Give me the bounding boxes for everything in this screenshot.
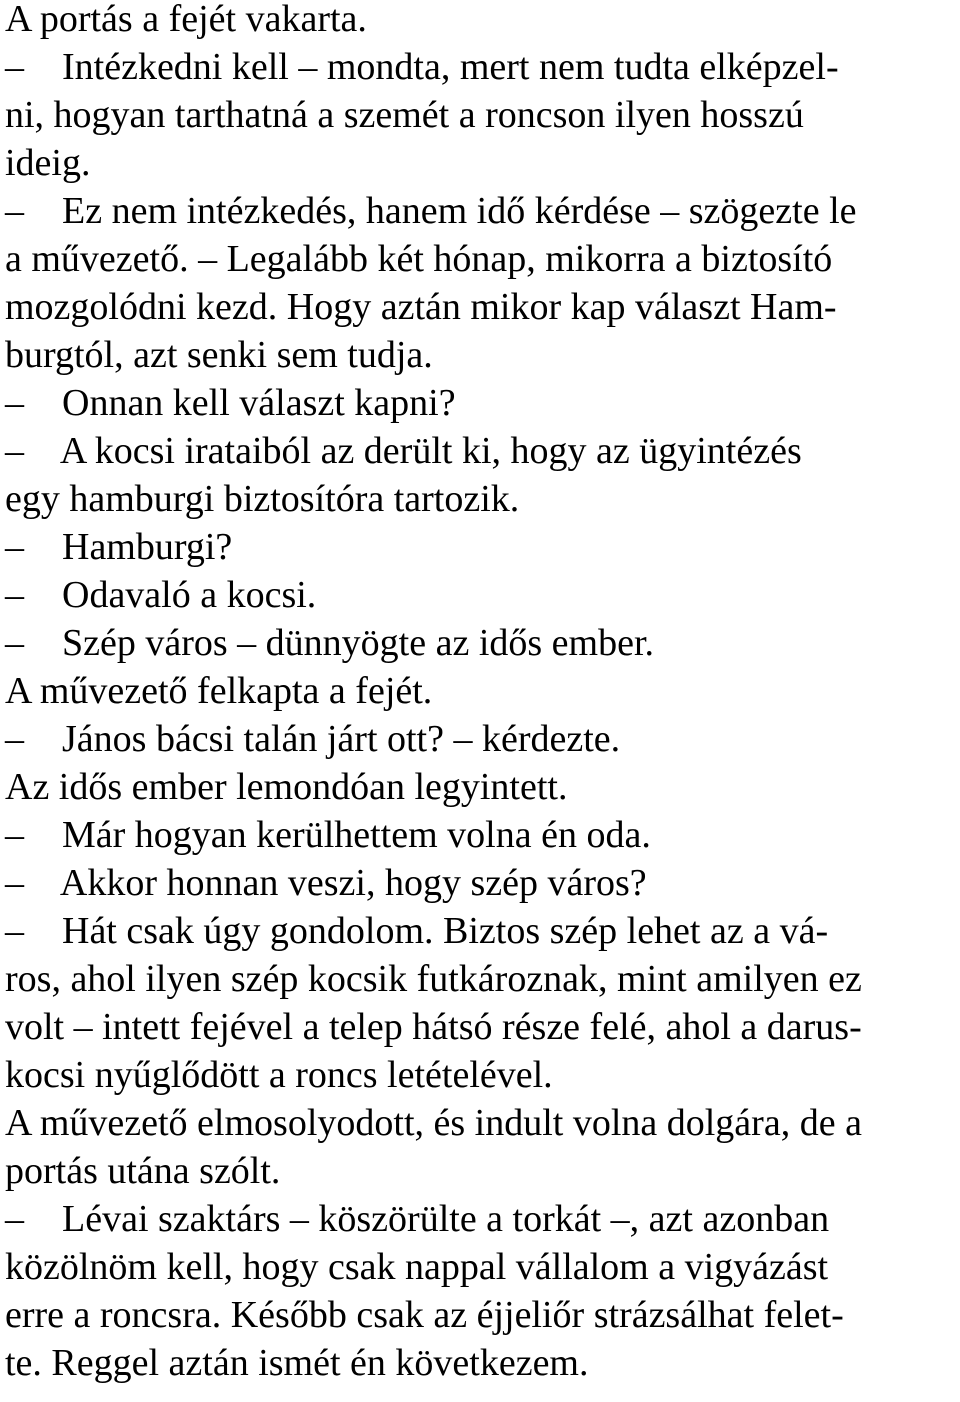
text-line: – Akkor honnan veszi, hogy szép város? — [5, 862, 647, 904]
text-line: – Lévai szaktárs – köszörülte a torkát –, azt azonban — [5, 1198, 830, 1240]
text-line: a művezető. – Legalább két hónap, mikorra a biztosító — [5, 238, 833, 280]
text-line: ni, hogyan tarthatná a szemét a roncson ilyen hosszú — [5, 94, 804, 136]
text-line: egy hamburgi biztosítóra tartozik. — [5, 478, 520, 520]
text-line: – Hát csak úgy gondolom. Biztos szép lehet az a vá- — [5, 910, 829, 952]
text-line: ros, ahol ilyen szép kocsik futkároznak, mint amilyen ez — [5, 958, 862, 1000]
text-line: ideig. — [5, 142, 91, 184]
text-line: A művezető felkapta a fejét. — [5, 670, 433, 712]
text-line: Az idős ember lemondóan legyintett. — [5, 766, 568, 808]
text-line: A portás a fejét vakarta. — [5, 0, 367, 40]
text-line: burgtól, azt senki sem tudja. — [5, 334, 433, 376]
text-line: te. Reggel aztán ismét én következem. — [5, 1342, 589, 1384]
text-line: A művezető elmosolyodott, és indult volna dolgára, de a — [5, 1102, 862, 1144]
text-line: volt – intett fejével a telep hátsó része felé, ahol a darus- — [5, 1006, 862, 1048]
text-line: kocsi nyűglődött a roncs letételével. — [5, 1054, 553, 1096]
text-line: – Intézkedni kell – mondta, mert nem tudta elképzel- — [5, 46, 839, 88]
text-line: – Odavaló a kocsi. — [5, 574, 317, 616]
text-line: – Hamburgi? — [5, 526, 233, 568]
text-line: – Onnan kell választ kapni? — [5, 382, 456, 424]
text-line: portás utána szólt. — [5, 1150, 281, 1192]
text-line: erre a roncsra. Később csak az éjjeliőr strázsálhat felet- — [5, 1294, 844, 1336]
text-line: mozgolódni kezd. Hogy aztán mikor kap választ Ham- — [5, 286, 837, 328]
text-line: – Ez nem intézkedés, hanem idő kérdése – szögezte le — [5, 190, 857, 232]
text-line: közölnöm kell, hogy csak nappal vállalom a vigyázást — [5, 1246, 829, 1288]
text-line: – A kocsi irataiból az derült ki, hogy az ügyintézés — [5, 430, 802, 472]
text-line: – Szép város – dünnyögte az idős ember. — [5, 622, 655, 664]
text-line: – Már hogyan kerülhettem volna én oda. — [5, 814, 651, 856]
text-line: – János bácsi talán járt ott? – kérdezte. — [5, 718, 621, 760]
